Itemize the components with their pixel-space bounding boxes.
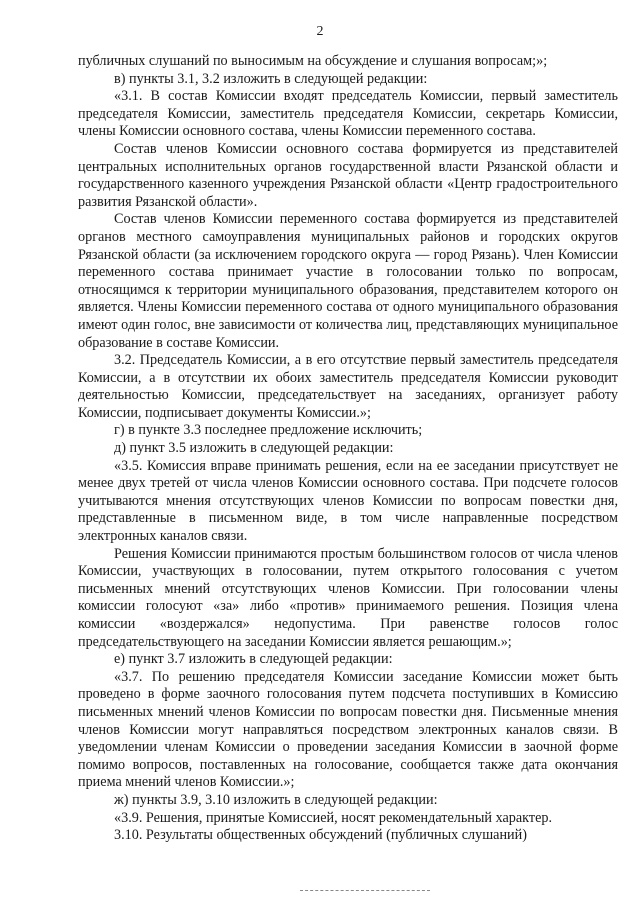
- paragraph-item-e: е) пункт 3.7 изложить в следующей редакции:: [114, 651, 393, 668]
- paragraph-decisions: Решения Комиссии принимаются простым большинством голосов от числа членов Комиссии, участвующих в голосовании, путем открытого голосования с учетом письменных мнений отсутствующих членов Комиссии. При голосовании члены комиссии голосуют «за» либо «против» принимаемого решения. Позиция члена комиссии «воздержался» недопустима. При равенстве голосов голос председательствующего на заседании Комиссии является решающим.»;: [78, 545, 618, 650]
- scan-artifact-line: [300, 890, 430, 891]
- paragraph-continuation: публичных слушаний по выносимым на обсуждение и слушания вопросам;»;: [78, 53, 548, 69]
- paragraph-3-10: 3.10. Результаты общественных обсуждений (публичных слушаний): [114, 827, 527, 844]
- paragraph-item-v: в) пункты 3.1, 3.2 изложить в следующей редакции:: [114, 70, 428, 87]
- paragraph-3-9: «3.9. Решения, принятые Комиссией, носят рекомендательный характер.: [114, 809, 553, 826]
- paragraph-3-2: 3.2. Председатель Комиссии, а в его отсутствие первый заместитель председателя Комиссии, а в отсутствии их обоих заместитель председателя Комиссии руководит деятельностью Комиссии, председательствует на заседаниях, организует работу Комиссии, подписывает документы Комиссии.»;: [78, 352, 618, 421]
- paragraph-item-g: г) в пункте 3.3 последнее предложение исключить;: [114, 422, 423, 439]
- paragraph-item-d: д) пункт 3.5 изложить в следующей редакции:: [114, 440, 394, 457]
- paragraph-3-5: «3.5. Комиссия вправе принимать решения, если на ее заседании присутствует не менее двух третей от числа членов Комиссии основного состава. При подсчете голосов учитываются мнения отсутствующих членов Комиссии по вопросам повестки дня, представленные в письменном виде, в том числе направленные посредством электронных каналов связи.: [78, 457, 618, 545]
- paragraph-3-7: «3.7. По решению председателя Комиссии заседание Комиссии может быть проведено в форме заочного голосования путем подсчета поступивших в Комиссию письменных мнений членов Комиссии по вопросам повестки дня. Письменные мнения членов Комиссии могут направляться посредством электронных каналов связи. В уведомлении членам Комиссии о проведении заседания Комиссии в заочной форме помимо вопросов, поставленных на голосование, сообщается также дата окончания приема мнений членов Комиссии.»;: [78, 668, 618, 791]
- document-body: [78, 53, 618, 845]
- paragraph-item-zh: ж) пункты 3.9, 3.10 изложить в следующей редакции:: [114, 791, 438, 808]
- paragraph-3-1: «3.1. В состав Комиссии входят председатель Комиссии, первый заместитель председателя Комиссии, заместитель председателя Комиссии, секретарь Комиссии, члены Комиссии основного состава, члены Комиссии переменного состава.: [78, 88, 618, 140]
- page-number: 2: [316, 24, 324, 39]
- paragraph-main-composition: Состав членов Комиссии основного состава формируется из представителей центральных исполнительных органов государственной власти Рязанской области и государственного казенного учреждения Рязанской области «Центр градостроительного развития Рязанской области».: [78, 140, 618, 210]
- paragraph-variable-composition: Состав членов Комиссии переменного состава формируется из представителей органов местного самоуправления муниципальных районов и городских округов Рязанской области (за исключением городского округа — город Рязань). Член Комиссии переменного состава принимает участие в голосовании только по вопросам, относящимся к территории муниципального образования, представителем которого он является. Члены Комиссии переменного состава от одного муниципального образования имеют один голос, вне зависимости от количества лиц, представляющих муниципальное образование в составе Комиссии.: [78, 211, 618, 351]
